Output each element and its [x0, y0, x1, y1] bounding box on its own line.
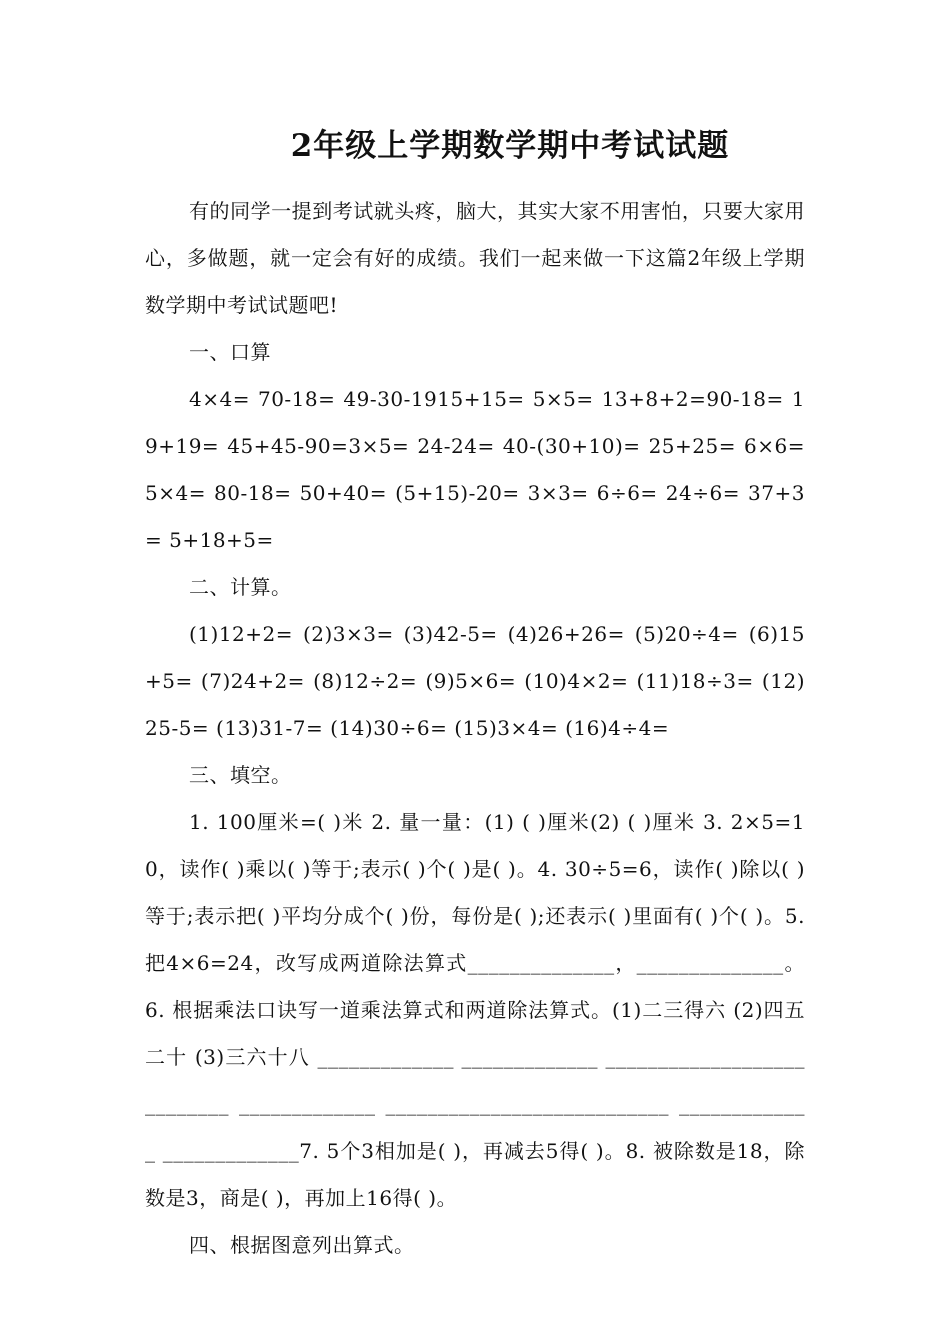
section-content-oral: 4×4= 70-18= 49-30-1915+15= 5×5= 13+8+2=90-18= 19+19= 45+45-90=3×5= 24-24= 40-(30+10)= 25+25= 6×6= 5×4= 80-18= 50+40= (5+15)-20= 3×3= 6÷6= 24÷6= 37+3= 5+18+5=	[145, 387, 805, 552]
section-heading-oral: 一、口算	[189, 340, 271, 364]
section-heading-calc: 二、计算。	[189, 575, 292, 599]
section-content-fill: 1. 100厘米=( )米 2. 量一量：(1) ( )厘米(2) ( )厘米 3. 2×5=10，读作( )乘以( )等于;表示( )个( )是( )。4. 30÷5=6，读作( )除以( )等于;表示把( )平均分成个( )份，每份是( );还表示( )里面有( )个( )。5. 把4×6=24，改写成两道除法算式______________，______________。6. 根据乘法口诀写一道乘法算式和两道除法算式。(1)二三得六 (2)四五二十 (3)三六十八 _____________ _____________ ___________________________ _____________ ___________________________ _____________ _____________7. 5个3相加是( )，再减去5得( )。8. 被除数是18，除数是3，商是( )，再加上16得( )。	[145, 810, 805, 1210]
section-heading-fill: 三、填空。	[189, 763, 292, 787]
intro-paragraph: 有的同学一提到考试就头疼，脑大，其实大家不用害怕，只要大家用心，多做题，就一定会有好的成绩。我们一起来做一下这篇2年级上学期数学期中考试试题吧!	[145, 199, 805, 317]
section-heading-picture: 四、根据图意列出算式。	[189, 1233, 415, 1257]
section-content-calc: (1)12+2= (2)3×3= (3)42-5= (4)26+26= (5)20÷4= (6)15+5= (7)24+2= (8)12÷2= (9)5×6= (10)4×2= (11)18÷3= (12)25-5= (13)31-7= (14)30÷6= (15)3×4= (16)4÷4=	[145, 622, 805, 740]
document-body	[145, 188, 805, 1269]
page-title: 2年级上学期数学期中考试试题	[290, 128, 730, 164]
